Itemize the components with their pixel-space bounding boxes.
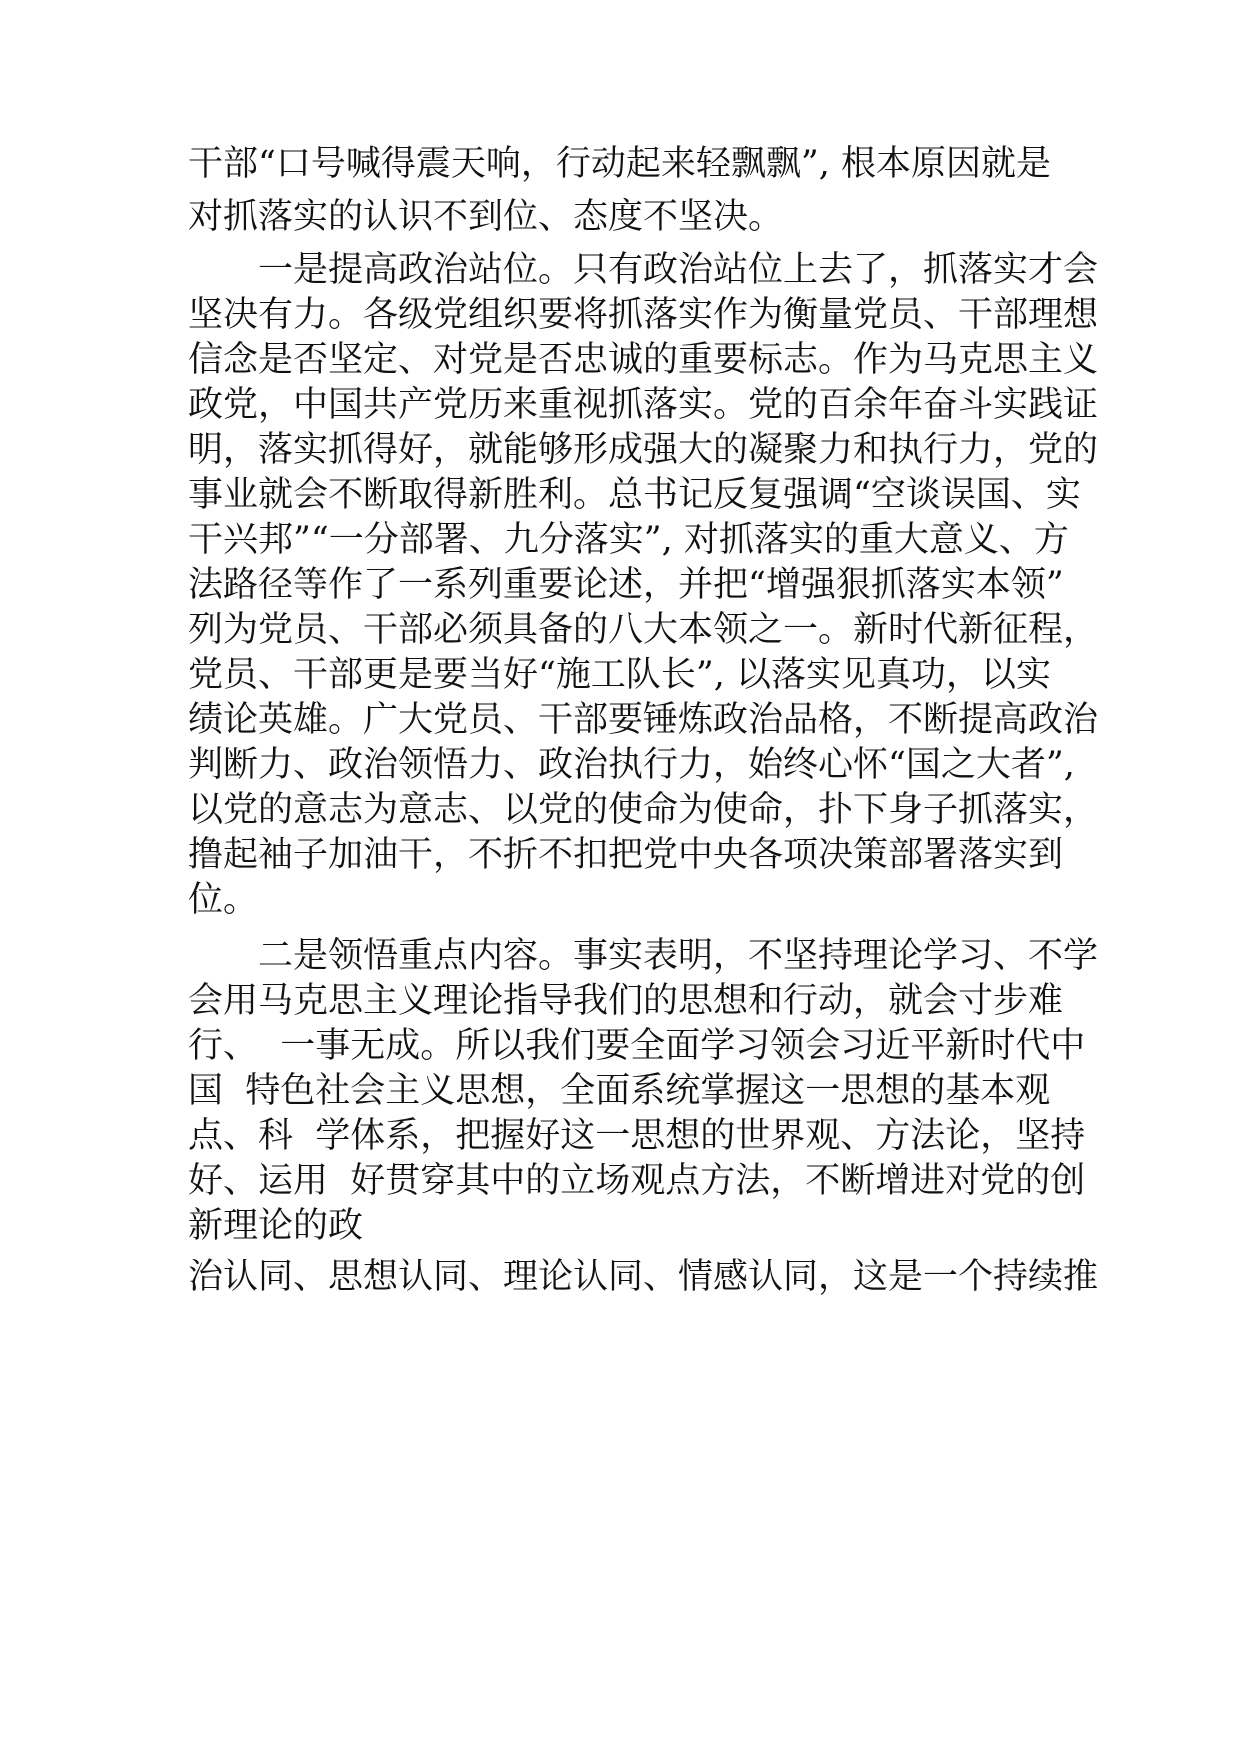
text-line: 干兴邦”“一分部署、九分落实”, 对抓落实的重大意义、方 xyxy=(188,520,1069,560)
text-line: 坚决有力。各级党组织要将抓落实作为衡量党员、干部理想 xyxy=(188,295,1099,335)
text-line: 判断力、政治领悟力、政治执行力，始终心怀“国之大者”, xyxy=(188,745,1075,785)
text-line: 信念是否坚定、对党是否忠诚的重要标志。作为马克思主义 xyxy=(188,340,1099,380)
text-line: 位。 xyxy=(188,880,259,920)
text-line: 新理论的政 xyxy=(188,1206,364,1246)
text-line: 点、科 学体系，把握好这一思想的世界观、方法论，坚持 xyxy=(188,1116,1086,1156)
text-line: 明，落实抓得好，就能够形成强大的凝聚力和执行力，党的 xyxy=(188,430,1099,470)
text-line: 行、 一事无成。所以我们要全面学习领会习近平新时代中 xyxy=(188,1026,1086,1066)
text-line: 法路径等作了一系列重要论述，并把“增强狠抓落实本领” xyxy=(188,565,1064,605)
text-line: 会用马克思主义理论指导我们的思想和行动，就会寸步难 xyxy=(188,981,1064,1021)
text-line: 事业就会不断取得新胜利。总书记反复强调“空谈误国、实 xyxy=(188,475,1081,515)
text-line: 绩论英雄。广大党员、干部要锤炼政治品格，不断提高政治 xyxy=(188,700,1099,740)
text-line: 干部“口号喊得震天响，行动起来轻飘飘”, 根本原因就是 xyxy=(188,144,1052,184)
text-line: 党员、干部更是要当好“施工队长”, 以落实见真功，以实 xyxy=(188,655,1052,695)
text-line: 撸起袖子加油干，不折不扣把党中央各项决策部署落实到 xyxy=(188,835,1064,875)
text-line: 对抓落实的认识不到位、态度不坚决。 xyxy=(188,197,784,237)
paragraph-first-line: 一是提高政治站位。只有政治站位上去了，抓落实才会 xyxy=(258,250,1099,290)
text-line: 好、运用 好贯穿其中的立场观点方法，不断增进对党的创 xyxy=(188,1161,1086,1201)
paragraph-first-line: 二是领悟重点内容。事实表明，不坚持理论学习、不学 xyxy=(258,936,1099,976)
text-line: 政党，中国共产党历来重视抓落实。党的百余年奋斗实践证 xyxy=(188,385,1099,425)
text-line: 治认同、思想认同、理论认同、情感认同，这是一个持续推 xyxy=(188,1257,1099,1297)
text-line: 国 特色社会主义思想，全面系统掌握这一思想的基本观 xyxy=(188,1071,1051,1111)
text-line: 以党的意志为意志、以党的使命为使命，扑下身子抓落实， xyxy=(188,790,1099,830)
text-line: 列为党员、干部必须具备的八大本领之一。新时代新征程， xyxy=(188,610,1099,650)
